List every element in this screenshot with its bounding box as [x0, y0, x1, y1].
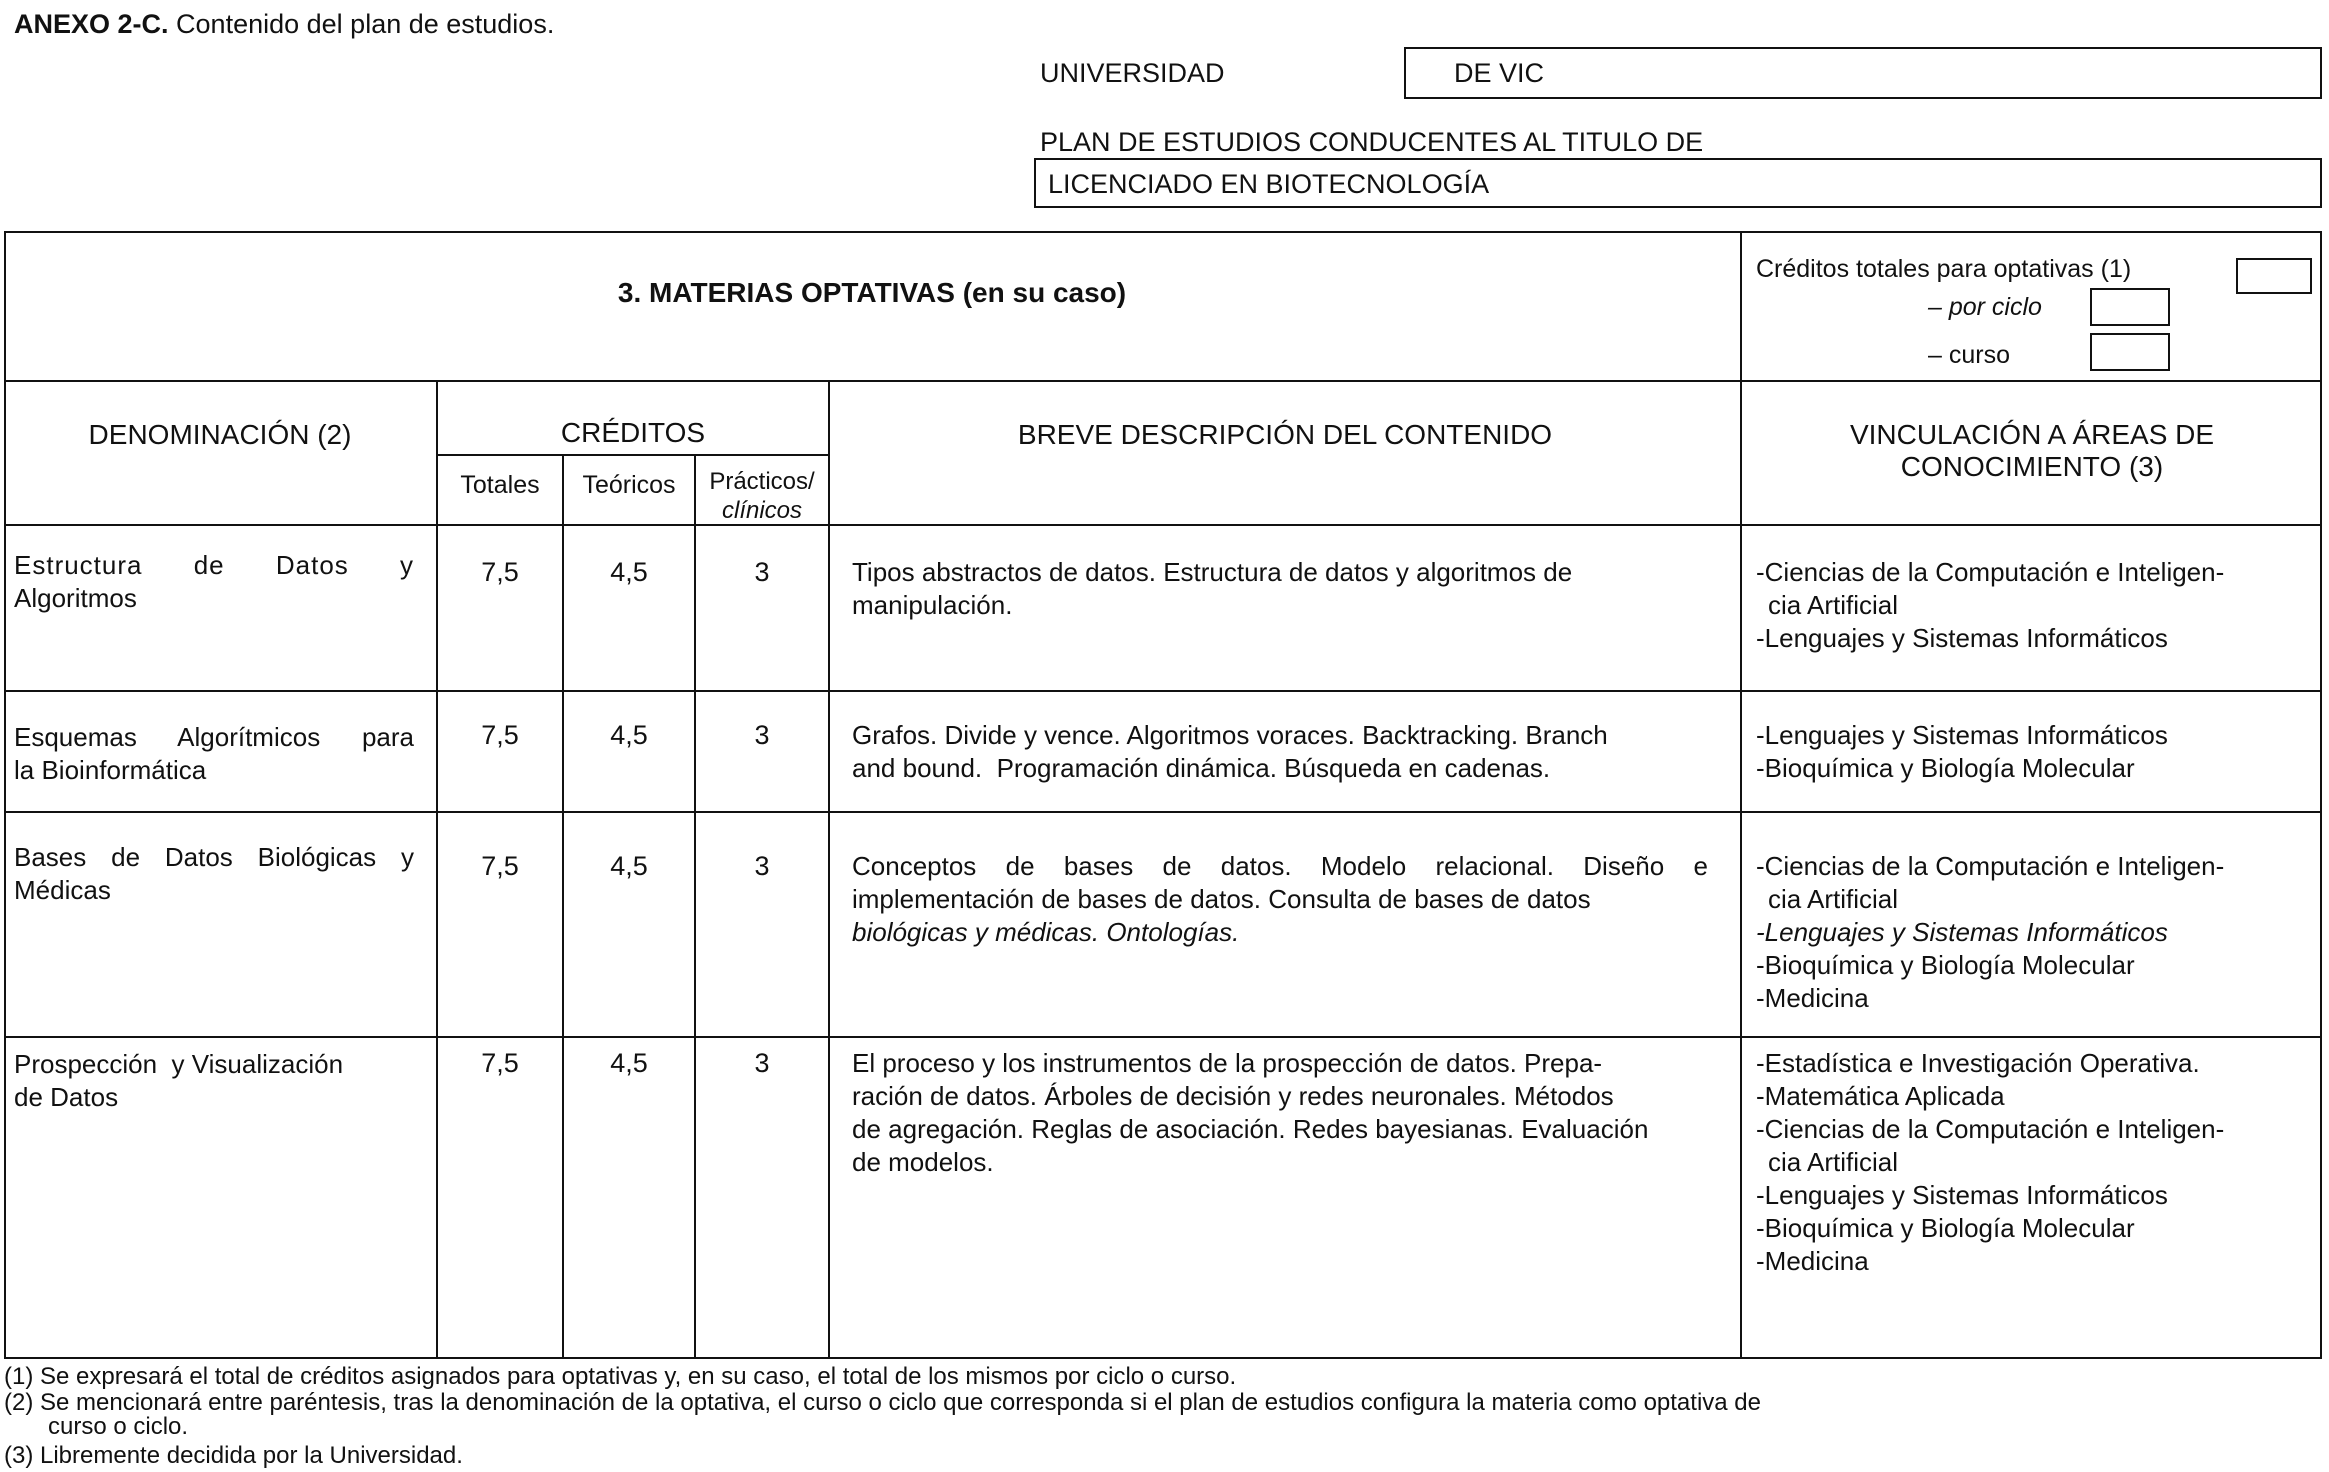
credits-total-field[interactable] — [2236, 258, 2312, 294]
per-cycle-field[interactable] — [2090, 288, 2170, 326]
subject-description — [852, 1047, 1718, 1179]
credits-total-label: Créditos totales para optativas (1) — [1756, 255, 2132, 283]
course-field[interactable] — [2090, 333, 2170, 371]
col-descripcion: BREVE DESCRIPCIÓN DEL CONTENIDO — [1017, 419, 1553, 450]
knowledge-areas — [1756, 719, 2316, 785]
description-line: biológicas y médicas. Ontologías. — [852, 917, 1240, 947]
area-line: -Medicina — [1756, 1246, 1869, 1276]
area-line: -Ciencias de la Computación e Inteligen- — [1756, 851, 2225, 881]
degree-value: LICENCIADO EN BIOTECNOLOGÍA — [1048, 169, 1490, 199]
description-line: ración de datos. Árboles de decisión y redes neuronales. Métodos — [852, 1081, 1614, 1111]
table-row — [14, 1048, 414, 1114]
annex-heading — [14, 8, 554, 40]
table-row — [14, 549, 414, 615]
area-line: -Bioquímica y Biología Molecular — [1756, 950, 2135, 980]
credits-total: 7,5 — [481, 851, 519, 881]
university-value: DE VIC — [1454, 58, 1545, 88]
description-line: El proceso y los instrumentos de la prospección de datos. Prepa- — [852, 1048, 1603, 1078]
col-totales: Totales — [460, 471, 540, 499]
area-line: cia Artificial — [1768, 884, 1899, 914]
area-line: -Ciencias de la Computación e Inteligen- — [1756, 1114, 2225, 1144]
footnote: (3) Libremente decidida por la Universidad. — [4, 1442, 463, 1469]
footnote: (2) Se mencionará entre paréntesis, tras la denominación de la optativa, el curso o ciclo que corresponda si el plan de estudios configura la materia como optativa de — [4, 1389, 1761, 1416]
area-line: cia Artificial — [1768, 1147, 1899, 1177]
col-clinicos: clínicos — [721, 497, 803, 524]
divider — [562, 454, 564, 1359]
subject-name: de Datos — [14, 1082, 119, 1112]
credits-theory: 4,5 — [610, 720, 648, 750]
description-line: and bound. Programación dinámica. Búsqueda en cadenas. — [852, 753, 1551, 783]
knowledge-areas — [1756, 850, 2316, 1015]
area-line: -Ciencias de la Computación e Inteligen- — [1756, 557, 2225, 587]
subject-name: Esquemas Algorítmicos para — [14, 722, 414, 752]
area-line: -Lenguajes y Sistemas Informáticos — [1756, 623, 2168, 653]
credits-practice: 3 — [754, 557, 770, 587]
col-vinculacion-1: VINCULACIÓN A ÁREAS DE — [1849, 419, 2215, 450]
description-line: Conceptos de bases de datos. Modelo relacional. Diseño e — [852, 851, 1708, 881]
divider — [4, 811, 2322, 813]
footnote: (1) Se expresará el total de créditos asignados para optativas y, en su caso, el total de los mismos por ciclo o curso. — [4, 1363, 1237, 1390]
divider — [1740, 231, 1742, 1359]
area-line: -Estadística e Investigación Operativa. — [1756, 1048, 2200, 1078]
subject-name: Algoritmos — [14, 583, 137, 613]
col-vinculacion-2: CONOCIMIENTO (3) — [1900, 451, 2164, 482]
table-row — [14, 841, 414, 907]
subject-description — [852, 850, 1708, 949]
divider — [438, 454, 830, 456]
subject-name: Bases de Datos Biológicas y — [14, 842, 414, 872]
subject-description — [852, 719, 1718, 785]
divider — [828, 380, 830, 1359]
area-line: -Matemática Aplicada — [1756, 1081, 2005, 1111]
subject-name: Prospección y Visualización — [14, 1049, 344, 1079]
area-line: -Lenguajes y Sistemas Informáticos — [1756, 720, 2168, 750]
description-line: de agregación. Reglas de asociación. Redes bayesianas. Evaluación — [852, 1114, 1649, 1144]
degree-box — [1034, 158, 2322, 208]
per-cycle-label: – por ciclo — [1928, 293, 2042, 321]
credits-practice: 3 — [754, 720, 770, 750]
area-line: -Bioquímica y Biología Molecular — [1756, 753, 2135, 783]
divider — [4, 1036, 2322, 1038]
credits-theory: 4,5 — [610, 1048, 648, 1078]
credits-theory: 4,5 — [610, 557, 648, 587]
annex-label: ANEXO 2-C. — [14, 9, 169, 39]
col-teoricos: Teóricos — [582, 471, 676, 499]
university-label: UNIVERSIDAD — [1040, 58, 1225, 88]
credits-total: 7,5 — [481, 1048, 519, 1078]
annex-subtitle: Contenido del plan de estudios. — [176, 9, 555, 39]
plan-label: PLAN DE ESTUDIOS CONDUCENTES AL TITULO DE — [1040, 127, 1704, 157]
description-line: manipulación. — [852, 590, 1013, 620]
knowledge-areas — [1756, 1047, 2316, 1278]
table-row — [14, 721, 414, 787]
divider — [4, 380, 2322, 382]
description-line: Grafos. Divide y vence. Algoritmos voraces. Backtracking. Branch — [852, 720, 1608, 750]
description-line: implementación de bases de datos. Consulta de bases de datos — [852, 884, 1591, 914]
divider — [4, 690, 2322, 692]
area-line: -Medicina — [1756, 983, 1869, 1013]
area-line: -Bioquímica y Biología Molecular — [1756, 1213, 2135, 1243]
description-line: Tipos abstractos de datos. Estructura de datos y algoritmos de — [852, 557, 1573, 587]
subject-name: Estructura de Datos y — [14, 550, 414, 580]
credits-practice: 3 — [754, 1048, 770, 1078]
divider — [4, 524, 2322, 526]
subject-description — [852, 556, 1708, 622]
area-line: -Lenguajes y Sistemas Informáticos — [1756, 1180, 2168, 1210]
credits-total: 7,5 — [481, 557, 519, 587]
course-label: – curso — [1928, 341, 2010, 369]
knowledge-areas — [1756, 556, 2316, 655]
description-line: de modelos. — [852, 1147, 994, 1177]
credits-total: 7,5 — [481, 720, 519, 750]
col-practicos: Prácticos/ — [709, 468, 815, 495]
col-creditos: CRÉDITOS — [560, 417, 706, 448]
credits-theory: 4,5 — [610, 851, 648, 881]
area-line: -Lenguajes y Sistemas Informáticos — [1756, 917, 2168, 947]
col-denominacion: DENOMINACIÓN (2) — [88, 419, 352, 450]
credits-practice: 3 — [754, 851, 770, 881]
university-box — [1404, 47, 2322, 99]
subject-name: Médicas — [14, 875, 111, 905]
section-title: 3. MATERIAS OPTATIVAS (en su caso) — [617, 277, 1127, 308]
footnote: curso o ciclo. — [48, 1413, 189, 1440]
subject-name: la Bioinformática — [14, 755, 207, 785]
area-line: cia Artificial — [1768, 590, 1899, 620]
divider — [694, 454, 696, 1359]
